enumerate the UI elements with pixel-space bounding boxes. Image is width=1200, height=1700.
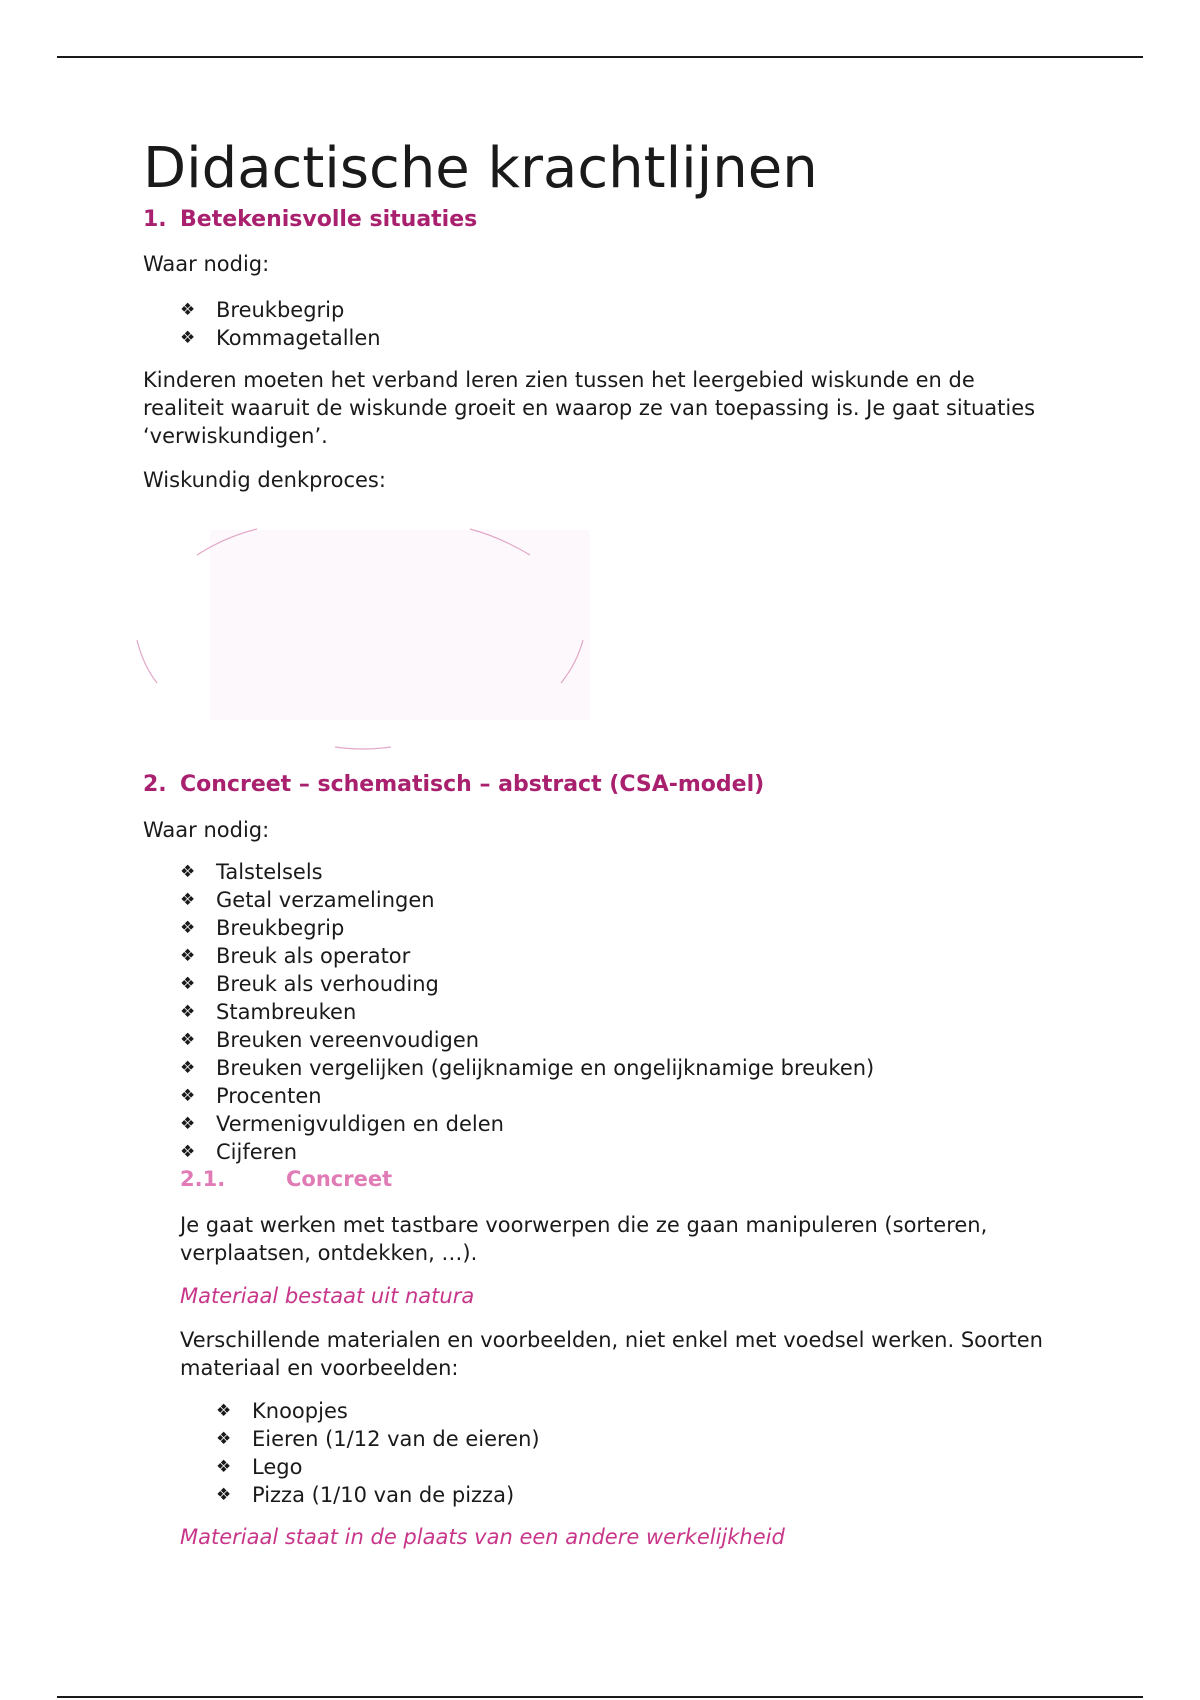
needed-item-text: Breuken vereenvoudigen (216, 1028, 480, 1052)
needed-item-text: Cijferen (216, 1140, 298, 1164)
bullet-icon: ❖ (216, 1429, 232, 1449)
section-2-needed-list (180, 858, 874, 1166)
needed-item-text: Talstelsels (216, 860, 323, 884)
section-1-paragraph: Kinderen moeten het verband leren zien tussen het leergebied wiskunde en de realiteit waaruit de wiskunde groeit en waarop ze van toepassing is. Je gaat situaties ‘verwiskundigen’. (143, 368, 1036, 448)
material-paragraph: Verschillende materialen en voorbeelden, niet enkel met voedsel werken. Soorten materiaal en voorbeelden: (180, 1328, 1043, 1380)
section-1-title: Betekenisvolle situaties (180, 207, 478, 232)
needed-item-text: Breukbegrip (216, 298, 345, 322)
page-title: Didactische krachtlijnen (143, 136, 818, 201)
needed-item (180, 1082, 874, 1110)
needed-item-text: Kommagetallen (216, 326, 381, 350)
material-heading-natura: Materiaal bestaat uit natura (180, 1284, 475, 1308)
needed-item (180, 324, 381, 352)
bullet-icon: ❖ (180, 1142, 196, 1162)
needed-item (180, 296, 381, 324)
example-item (216, 1425, 540, 1453)
example-item-text: Pizza (1/10 van de pizza) (252, 1483, 515, 1507)
bullet-icon: ❖ (180, 890, 196, 910)
bullet-icon: ❖ (180, 1114, 196, 1134)
thinking-process-diagram (135, 515, 595, 755)
material-heading-other-reality: Materiaal staat in de plaats van een andere werkelijkheid (180, 1525, 785, 1549)
needed-item-text: Procenten (216, 1084, 322, 1108)
bottom-rule (57, 1696, 1143, 1698)
section-1-needed-label: Waar nodig: (143, 252, 270, 276)
top-rule (57, 56, 1143, 58)
bullet-icon: ❖ (180, 300, 196, 320)
bullet-icon: ❖ (180, 946, 196, 966)
bullet-icon: ❖ (180, 1030, 196, 1050)
section-2-title: Concreet – schematisch – abstract (CSA-model) (180, 772, 765, 797)
needed-item (180, 886, 874, 914)
bullet-icon: ❖ (216, 1401, 232, 1421)
diagram-arc-bottom (335, 747, 391, 749)
example-item (216, 1481, 540, 1509)
bullet-icon: ❖ (180, 328, 196, 348)
needed-item (180, 1026, 874, 1054)
needed-item-text: Breuk als operator (216, 944, 411, 968)
subsection-2-1-heading (180, 1167, 392, 1191)
example-item-text: Knoopjes (252, 1399, 348, 1423)
needed-item-text: Breuk als verhouding (216, 972, 439, 996)
bullet-icon: ❖ (180, 1086, 196, 1106)
section-1-heading (143, 207, 477, 232)
bullet-icon: ❖ (180, 974, 196, 994)
section-2-needed-label: Waar nodig: (143, 818, 270, 842)
needed-item (180, 1054, 874, 1082)
bullet-icon: ❖ (180, 918, 196, 938)
section-1-needed-list (180, 296, 381, 352)
bullet-icon: ❖ (216, 1485, 232, 1505)
needed-item (180, 1110, 874, 1138)
material-examples-list (216, 1397, 540, 1509)
needed-item (180, 998, 874, 1026)
needed-item-text: Breukbegrip (216, 916, 345, 940)
process-label: Wiskundig denkproces: (143, 468, 386, 492)
needed-item (180, 858, 874, 886)
example-item-text: Lego (252, 1455, 303, 1479)
concreet-paragraph: Je gaat werken met tastbare voorwerpen die ze gaan manipuleren (sorteren, verplaatsen, ontdekken, …). (180, 1213, 988, 1265)
needed-item-text: Stambreuken (216, 1000, 357, 1024)
diagram-background (210, 530, 590, 720)
section-1-number: 1. (143, 207, 167, 232)
subsection-2-1-title: Concreet (286, 1167, 393, 1191)
bullet-icon: ❖ (180, 862, 196, 882)
example-item-text: Eieren (1/12 van de eieren) (252, 1427, 540, 1451)
subsection-2-1-number: 2.1. (180, 1167, 226, 1191)
needed-item-text: Breuken vergelijken (gelijknamige en ongelijknamige breuken) (216, 1056, 875, 1080)
bullet-icon: ❖ (180, 1058, 196, 1078)
example-item (216, 1453, 540, 1481)
needed-item (180, 970, 874, 998)
diagram-arc-bottom-left (137, 640, 157, 683)
section-2-heading (143, 772, 764, 797)
needed-item (180, 1138, 874, 1166)
needed-item (180, 942, 874, 970)
example-item (216, 1397, 540, 1425)
section-2-number: 2. (143, 772, 167, 797)
needed-item-text: Getal verzamelingen (216, 888, 435, 912)
bullet-icon: ❖ (216, 1457, 232, 1477)
needed-item-text: Vermenigvuldigen en delen (216, 1112, 504, 1136)
needed-item (180, 914, 874, 942)
bullet-icon: ❖ (180, 1002, 196, 1022)
